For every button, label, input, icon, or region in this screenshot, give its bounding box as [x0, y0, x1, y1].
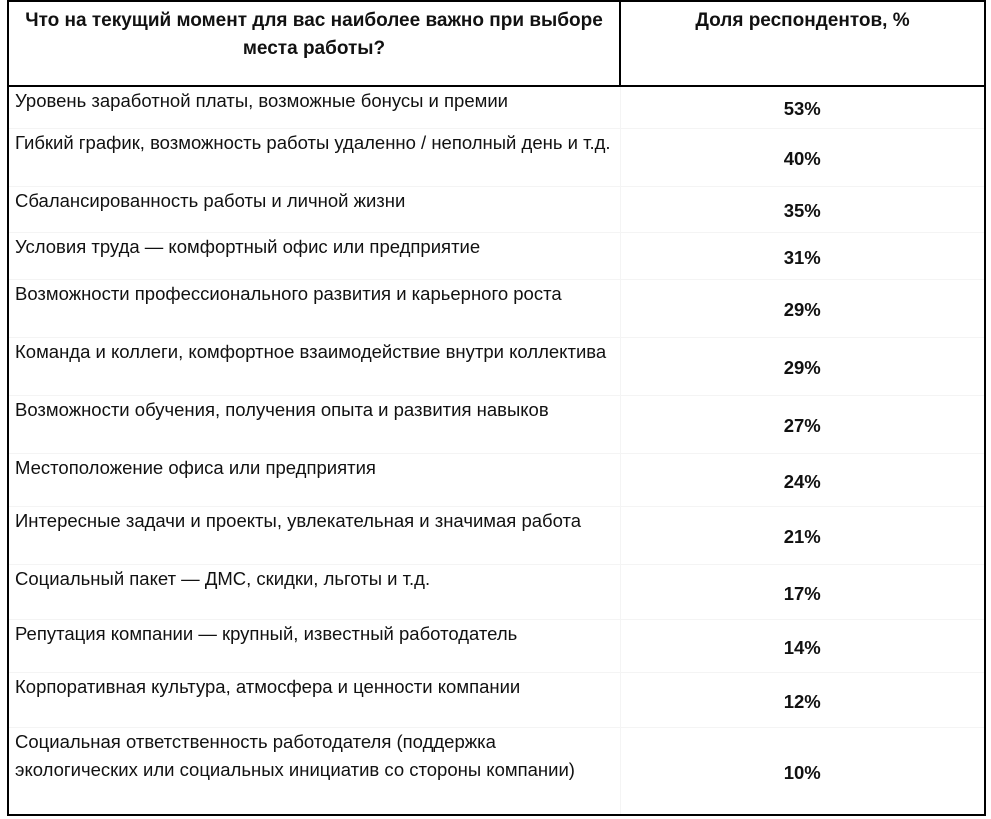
- share-cell: 12%: [620, 672, 985, 727]
- table-row: [8, 232, 985, 279]
- factor-cell: Уровень заработной платы, возможные бонусы и премии: [8, 86, 620, 128]
- table-row: [8, 279, 985, 337]
- share-cell: 31%: [620, 232, 985, 279]
- factor-cell: Социальный пакет — ДМС, скидки, льготы и т.д.: [8, 564, 620, 619]
- table-row: [8, 395, 985, 453]
- share-cell: 29%: [620, 337, 985, 395]
- factor-cell: Сбалансированность работы и личной жизни: [8, 186, 620, 232]
- table-row: [8, 672, 985, 727]
- share-cell: 10%: [620, 727, 985, 815]
- share-cell: 21%: [620, 506, 985, 564]
- share-cell: 24%: [620, 453, 985, 506]
- survey-table: [7, 0, 986, 816]
- share-cell: 29%: [620, 279, 985, 337]
- table-row: [8, 727, 985, 815]
- factor-cell: Репутация компании — крупный, известный работодатель: [8, 619, 620, 672]
- factor-cell: Социальная ответственность работодателя (поддержка экологических или социальных инициатив со стороны компании): [8, 727, 620, 815]
- factor-cell: Корпоративная культура, атмосфера и ценности компании: [8, 672, 620, 727]
- table-row: [8, 128, 985, 186]
- share-cell: 35%: [620, 186, 985, 232]
- table-header-row: [8, 1, 985, 86]
- header-share: Доля респондентов, %: [620, 1, 985, 86]
- factor-cell: Возможности обучения, получения опыта и развития навыков: [8, 395, 620, 453]
- share-cell: 17%: [620, 564, 985, 619]
- table-row: [8, 506, 985, 564]
- factor-cell: Местоположение офиса или предприятия: [8, 453, 620, 506]
- table-row: [8, 186, 985, 232]
- factor-cell: Интересные задачи и проекты, увлекательная и значимая работа: [8, 506, 620, 564]
- table-row: [8, 337, 985, 395]
- table-row: [8, 453, 985, 506]
- share-cell: 27%: [620, 395, 985, 453]
- factor-cell: Возможности профессионального развития и карьерного роста: [8, 279, 620, 337]
- factor-cell: Команда и коллеги, комфортное взаимодействие внутри коллектива: [8, 337, 620, 395]
- table-row: [8, 564, 985, 619]
- factor-cell: Гибкий график, возможность работы удаленно / неполный день и т.д.: [8, 128, 620, 186]
- share-cell: 14%: [620, 619, 985, 672]
- share-cell: 53%: [620, 86, 985, 128]
- factor-cell: Условия труда — комфортный офис или предприятие: [8, 232, 620, 279]
- header-factor: Что на текущий момент для вас наиболее важно при выборе места работы?: [8, 1, 620, 86]
- table-row: [8, 619, 985, 672]
- share-cell: 40%: [620, 128, 985, 186]
- table-row: [8, 86, 985, 128]
